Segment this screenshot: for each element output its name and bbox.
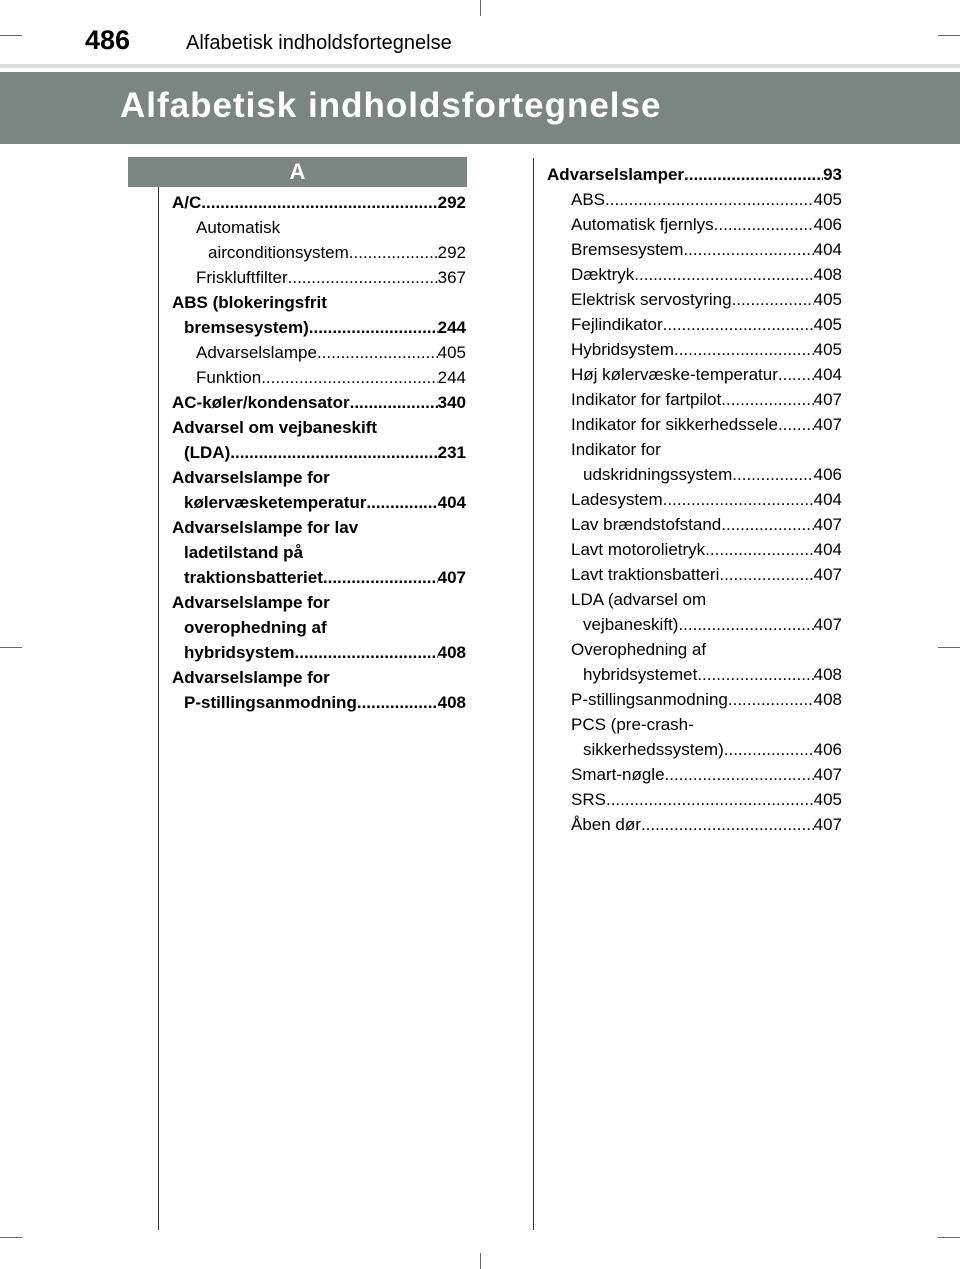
index-entry: Advarselslampe for [172,668,330,687]
page-ref: 406 [813,215,842,234]
page-ref: 407 [813,515,842,534]
index-entry: Advarsel om vejbaneskift [172,418,378,437]
crop-mark [0,647,22,648]
page-ref: 408 [437,643,466,662]
crop-mark [0,1237,22,1238]
index-subentry: Bremsesystem ..... 404 [547,237,842,262]
running-head: Alfabetisk indholdsfortegnelse [186,32,452,54]
index-subentry: Elektrisk servostyring ..... 405 [547,287,842,312]
page-ref: 231 [437,443,466,462]
column-divider [158,158,159,1230]
page-ref: 407 [813,815,842,834]
index-entry: (LDA) ..... 231 [172,440,466,465]
column-divider [533,158,534,1230]
page-ref: 405 [813,290,842,309]
page-ref: 406 [813,740,842,759]
index-entry: Advarselslamper ..... 93 [547,162,842,187]
page-ref: 404 [813,490,842,509]
index-subentry: Funktion ..... 244 [172,365,466,390]
page-ref: 407 [437,568,466,587]
index-subentry: P-stillingsanmodning ..... 408 [547,687,842,712]
index-subentry: Høj kølervæske-temperatur ..... 404 [547,362,842,387]
page-ref: 244 [437,368,466,387]
header-rule [0,64,960,68]
page-ref: 405 [813,315,842,334]
index-entry: A/C ..... 292 [172,190,466,215]
page-ref: 408 [437,693,466,712]
index-entry: Advarselslampe for [172,593,330,612]
page-ref: 407 [813,390,842,409]
index-subentry: Åben dør ..... 407 [547,812,842,837]
index-subentry: Lavt traktionsbatteri ..... 407 [547,562,842,587]
index-entry: kølervæsketemperatur ..... 404 [172,490,466,515]
index-entry: bremsesystem) ..... 244 [172,315,466,340]
page-ref: 404 [437,493,466,512]
index-column-2 [547,162,842,837]
page-title: Alfabetisk indholdsfortegnelse [120,86,662,125]
page-ref: 405 [437,343,466,362]
index-subentry: Lavt motorolietryk ..... 404 [547,537,842,562]
index-subentry: hybridsystemet ..... 408 [547,662,842,687]
page-ref: 407 [813,565,842,584]
index-entry: hybridsystem ..... 408 [172,640,466,665]
page-ref: 407 [813,765,842,784]
page-ref: 408 [813,265,842,284]
page-ref: 408 [813,665,842,684]
index-subentry: SRS ..... 405 [547,787,842,812]
index-subentry: airconditionsystem ..... 292 [172,240,466,265]
page-ref: 407 [813,615,842,634]
page-ref: 405 [813,340,842,359]
index-subentry: Indikator for [571,440,661,459]
page-ref: 404 [813,240,842,259]
index-subentry: Fejlindikator ..... 405 [547,312,842,337]
index-subentry: PCS (pre-crash- [571,715,694,734]
index-subentry: Automatisk [196,218,281,237]
page-ref: 406 [813,465,842,484]
page-ref: 404 [813,540,842,559]
crop-mark [938,1237,960,1238]
index-entry: Advarselslampe for [172,468,330,487]
index-entry: AC-køler/kondensator ..... 340 [172,390,466,415]
index-subentry: udskridningssystem ..... 406 [547,462,842,487]
crop-mark [0,35,22,36]
page-ref: 340 [437,393,466,412]
index-subentry: LDA (advarsel om [571,590,707,609]
index-entry: ladetilstand på [184,543,304,562]
index-subentry: Lav brændstofstand ..... 407 [547,512,842,537]
index-subentry: Advarselslampe ..... 405 [172,340,466,365]
index-subentry: Indikator for sikkerhedssele ..... 407 [547,412,842,437]
section-letter: A [128,157,467,187]
index-entry: ABS (blokeringsfrit [172,293,327,312]
crop-mark [480,1253,481,1269]
page-ref: 407 [813,415,842,434]
page-ref: 292 [437,243,466,262]
page-ref: 405 [813,190,842,209]
index-entry: traktionsbatteriet ..... 407 [172,565,466,590]
index-subentry: Smart-nøgle ..... 407 [547,762,842,787]
index-subentry: ABS ..... 405 [547,187,842,212]
index-entry: P-stillingsanmodning ..... 408 [172,690,466,715]
index-subentry: Friskluftfilter ..... 367 [172,265,466,290]
page-ref: 404 [813,365,842,384]
crop-mark [938,35,960,36]
page-ref: 367 [437,268,466,287]
index-entry: Advarselslampe for lav [172,518,359,537]
crop-mark [938,647,960,648]
crop-mark [480,0,481,16]
index-subentry: vejbaneskift) ..... 407 [547,612,842,637]
index-column-1 [172,190,466,715]
index-subentry: Automatisk fjernlys ..... 406 [547,212,842,237]
index-subentry: sikkerhedssystem) ..... 406 [547,737,842,762]
index-subentry: Indikator for fartpilot ..... 407 [547,387,842,412]
page-ref: 292 [437,193,466,212]
index-subentry: Overophedning af [571,640,707,659]
index-subentry: Dæktryk ..... 408 [547,262,842,287]
page-ref: 244 [437,318,466,337]
index-subentry: Ladesystem ..... 404 [547,487,842,512]
page-ref: 405 [813,790,842,809]
page-ref: 408 [813,690,842,709]
index-subentry: Hybridsystem ..... 405 [547,337,842,362]
page-ref: 93 [823,165,842,184]
page-number: 486 [85,25,131,55]
index-entry: overophedning af [184,618,327,637]
